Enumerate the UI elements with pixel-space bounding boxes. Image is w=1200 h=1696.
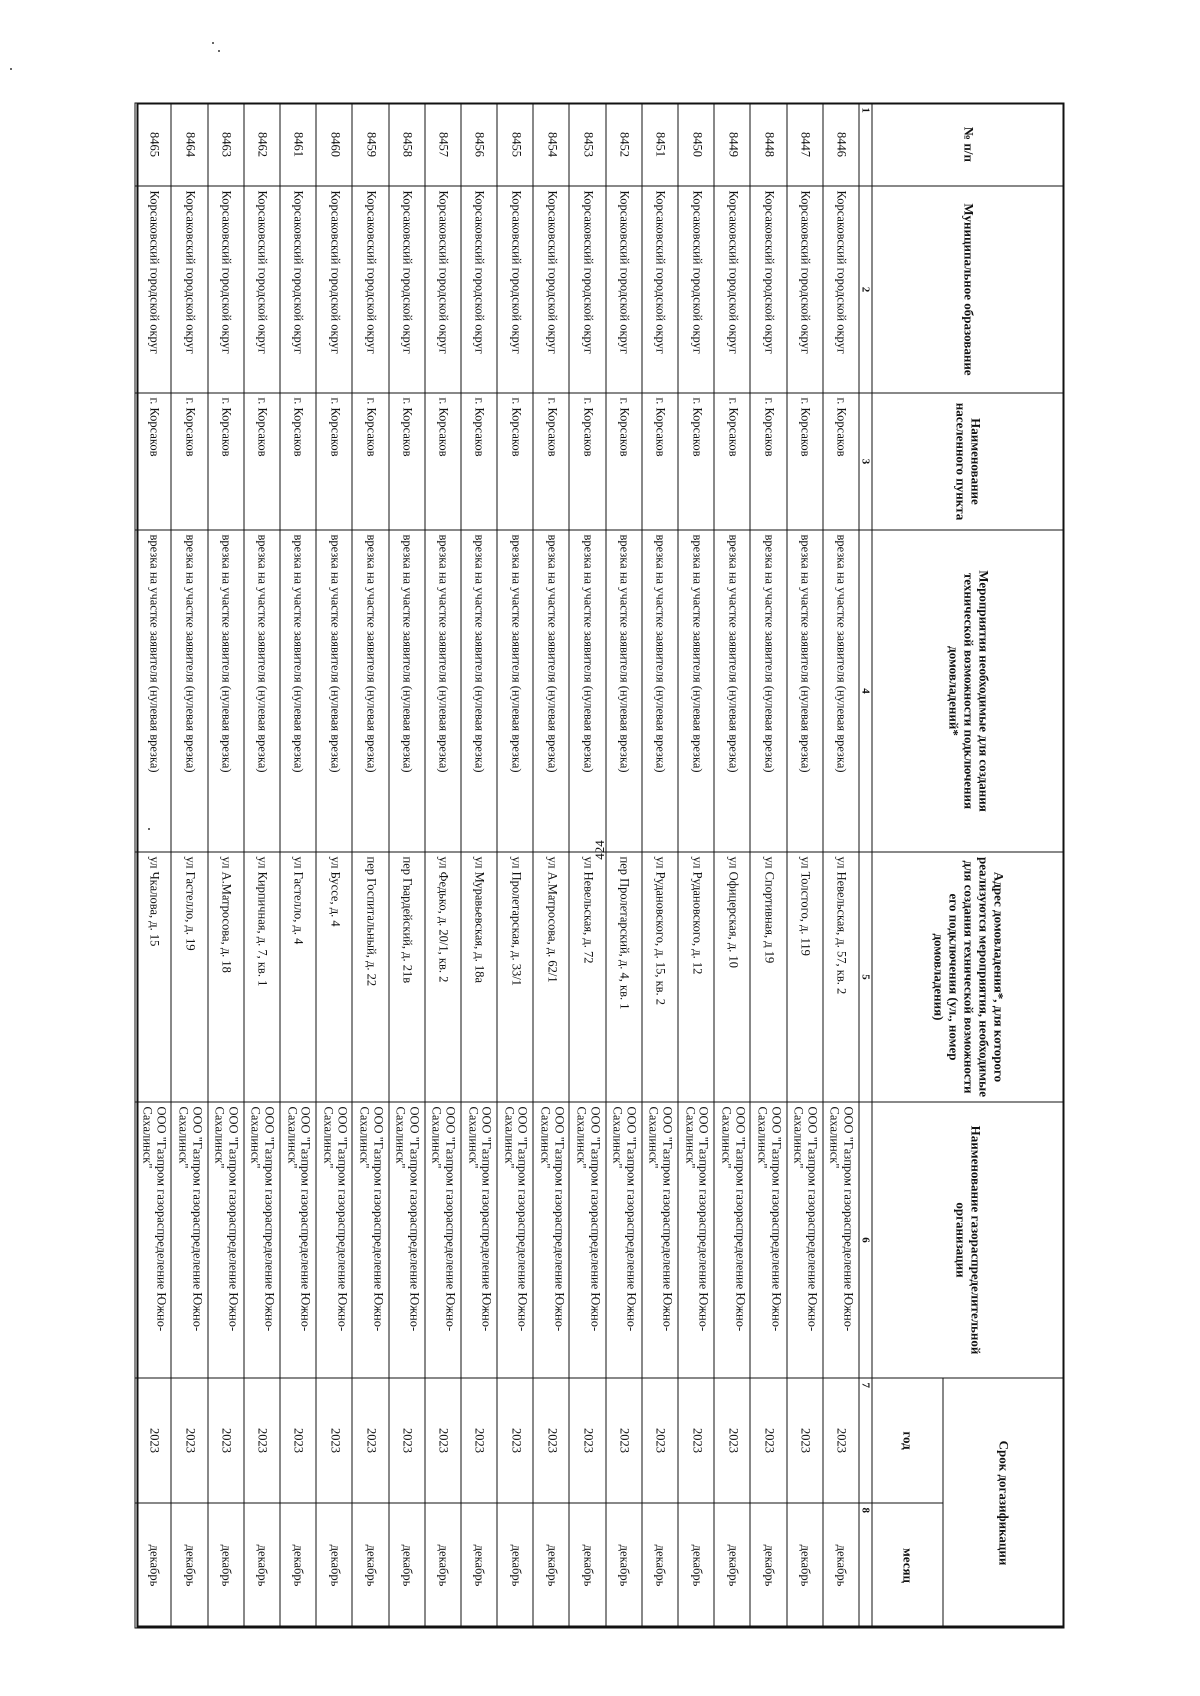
municipality-cell: Корсаковский городской округ (460, 186, 496, 393)
organization-cell: ООО "Газпром газораспределение Южно-Сахалинск" (243, 1102, 279, 1378)
row-number: 8452 (605, 103, 641, 186)
table-row (352, 103, 388, 1628)
municipality-cell: Корсаковский городской округ (171, 186, 207, 393)
row-number: 8448 (750, 103, 786, 186)
address-cell: ул Гастелло, д. 4 (280, 852, 316, 1102)
locality-cell: г. Корсаков (352, 393, 388, 530)
address-cell: пер Гвардейский, д. 21в (388, 852, 424, 1102)
year-cell: 2023 (135, 1378, 171, 1503)
year-cell: 2023 (243, 1378, 279, 1503)
locality-cell: г. Корсаков (678, 393, 714, 530)
measure-cell: врезка на участке заявителя (нулевая врезка) (135, 530, 171, 852)
table-row (605, 103, 641, 1628)
table-row (822, 103, 858, 1628)
row-number: 8459 (352, 103, 388, 186)
organization-cell: ООО "Газпром газораспределение Южно-Сахалинск" (135, 1102, 171, 1378)
municipality-cell: Корсаковский городской округ (822, 186, 858, 393)
table-row (569, 103, 605, 1628)
locality-cell: г. Корсаков (750, 393, 786, 530)
organization-cell: ООО "Газпром газораспределение Южно-Сахалинск" (424, 1102, 460, 1378)
organization-cell: ООО "Газпром газораспределение Южно-Сахалинск" (678, 1102, 714, 1378)
row-number: 8457 (424, 103, 460, 186)
month-cell: декабрь (569, 1503, 605, 1628)
organization-cell: ООО "Газпром газораспределение Южно-Сахалинск" (714, 1102, 750, 1378)
address-cell: ул Буссе, д. 4 (316, 852, 352, 1102)
locality-cell: г. Корсаков (569, 393, 605, 530)
measure-cell: врезка на участке заявителя (нулевая врезка) (207, 530, 243, 852)
month-cell: декабрь (460, 1503, 496, 1628)
column-number: 2 (859, 186, 872, 393)
rotated-table-container (136, 103, 1064, 1628)
month-cell: декабрь (605, 1503, 641, 1628)
month-cell: декабрь (822, 1503, 858, 1628)
address-cell: ул Пролетарская, д. 33/1 (497, 852, 533, 1102)
header-month: месяц (872, 1503, 943, 1628)
municipality-cell: Корсаковский городской округ (388, 186, 424, 393)
municipality-cell: Корсаковский городской округ (352, 186, 388, 393)
header-year: год (872, 1378, 943, 1503)
row-number: 8460 (316, 103, 352, 186)
locality-cell: г. Корсаков (171, 393, 207, 530)
municipality-cell: Корсаковский городской округ (714, 186, 750, 393)
month-cell: декабрь (280, 1503, 316, 1628)
locality-cell: г. Корсаков (316, 393, 352, 530)
municipality-cell: Корсаковский городской округ (243, 186, 279, 393)
row-number: 8456 (460, 103, 496, 186)
organization-cell: ООО "Газпром газораспределение Южно-Сахалинск" (171, 1102, 207, 1378)
year-cell: 2023 (533, 1378, 569, 1503)
organization-cell: ООО "Газпром газораспределение Южно-Сахалинск" (569, 1102, 605, 1378)
municipality-cell: Корсаковский городской округ (316, 186, 352, 393)
measure-cell: врезка на участке заявителя (нулевая врезка) (569, 530, 605, 852)
column-number: 8 (859, 1503, 872, 1628)
table-row (207, 103, 243, 1628)
address-cell: ул Кирпичная, д. 7, кв. 1 (243, 852, 279, 1102)
table-row (135, 103, 171, 1628)
measure-cell: врезка на участке заявителя (нулевая врезка) (280, 530, 316, 852)
row-number: 8449 (714, 103, 750, 186)
locality-cell: г. Корсаков (641, 393, 677, 530)
header-num: № п/п (872, 103, 1064, 186)
table-row (678, 103, 714, 1628)
year-cell: 2023 (207, 1378, 243, 1503)
locality-cell: г. Корсаков (388, 393, 424, 530)
municipality-cell: Корсаковский городской округ (569, 186, 605, 393)
row-number: 8447 (786, 103, 822, 186)
address-cell: ул А.Матросова, д. 18 (207, 852, 243, 1102)
gasification-table (134, 103, 1064, 1629)
row-number: 8458 (388, 103, 424, 186)
column-number: 5 (859, 852, 872, 1102)
organization-cell: ООО "Газпром газораспределение Южно-Сахалинск" (750, 1102, 786, 1378)
measure-cell: врезка на участке заявителя (нулевая врезка) (424, 530, 460, 852)
row-number: 8454 (533, 103, 569, 186)
column-number: 4 (859, 530, 872, 852)
measure-cell: врезка на участке заявителя (нулевая врезка) (786, 530, 822, 852)
address-cell: ул А.Матросова, д. 62/1 (533, 852, 569, 1102)
column-number-row (859, 103, 872, 1628)
address-cell: пер Госпитальный, д. 22 (352, 852, 388, 1102)
year-cell: 2023 (316, 1378, 352, 1503)
year-cell: 2023 (497, 1378, 533, 1503)
row-number: 8451 (641, 103, 677, 186)
locality-cell: г. Корсаков (714, 393, 750, 530)
scan-speck (212, 42, 214, 44)
year-cell: 2023 (424, 1378, 460, 1503)
organization-cell: ООО "Газпром газораспределение Южно-Сахалинск" (497, 1102, 533, 1378)
address-cell: ул Рудановского, д. 12 (678, 852, 714, 1102)
locality-cell: г. Корсаков (605, 393, 641, 530)
measure-cell: врезка на участке заявителя (нулевая врезка) (822, 530, 858, 852)
locality-cell: г. Корсаков (497, 393, 533, 530)
month-cell: декабрь (714, 1503, 750, 1628)
measure-cell: врезка на участке заявителя (нулевая врезка) (352, 530, 388, 852)
column-number: 7 (859, 1378, 872, 1503)
locality-cell: г. Корсаков (786, 393, 822, 530)
locality-cell: г. Корсаков (207, 393, 243, 530)
locality-cell: г. Корсаков (243, 393, 279, 530)
year-cell: 2023 (714, 1378, 750, 1503)
municipality-cell: Корсаковский городской округ (641, 186, 677, 393)
organization-cell: ООО "Газпром газораспределение Южно-Сахалинск" (316, 1102, 352, 1378)
month-cell: декабрь (243, 1503, 279, 1628)
month-cell: декабрь (135, 1503, 171, 1628)
address-cell: ул Муравьевская, д. 18а (460, 852, 496, 1102)
locality-cell: г. Корсаков (135, 393, 171, 530)
measure-cell: врезка на участке заявителя (нулевая врезка) (243, 530, 279, 852)
month-cell: декабрь (352, 1503, 388, 1628)
address-cell: ул Офицерская, д. 10 (714, 852, 750, 1102)
measure-cell: врезка на участке заявителя (нулевая врезка) (497, 530, 533, 852)
address-cell: ул Невельская, д. 72 (569, 852, 605, 1102)
address-cell: ул Федько, д. 20/1, кв. 2 (424, 852, 460, 1102)
address-cell: ул Рудановского, д. 15, кв. 2 (641, 852, 677, 1102)
table-row (641, 103, 677, 1628)
measure-cell: врезка на участке заявителя (нулевая врезка) (678, 530, 714, 852)
locality-cell: г. Корсаков (533, 393, 569, 530)
row-number: 8453 (569, 103, 605, 186)
table-row (750, 103, 786, 1628)
row-number: 8464 (171, 103, 207, 186)
column-number: 1 (859, 103, 872, 186)
table-row (460, 103, 496, 1628)
measure-cell: врезка на участке заявителя (нулевая врезка) (388, 530, 424, 852)
measure-cell: врезка на участке заявителя (нулевая врезка) (460, 530, 496, 852)
address-cell: ул Чкалова, д. 15 (135, 852, 171, 1102)
municipality-cell: Корсаковский городской округ (207, 186, 243, 393)
table-row (243, 103, 279, 1628)
header-locality: Наименование населенного пункта (872, 393, 1064, 530)
table-row (497, 103, 533, 1628)
page-number: 424 (592, 840, 607, 860)
column-number: 3 (859, 393, 872, 530)
measure-cell: врезка на участке заявителя (нулевая врезка) (171, 530, 207, 852)
table-row (388, 103, 424, 1628)
month-cell: декабрь (171, 1503, 207, 1628)
row-number: 8455 (497, 103, 533, 186)
year-cell: 2023 (605, 1378, 641, 1503)
year-cell: 2023 (822, 1378, 858, 1503)
organization-cell: ООО "Газпром газораспределение Южно-Сахалинск" (641, 1102, 677, 1378)
month-cell: декабрь (497, 1503, 533, 1628)
month-cell: декабрь (316, 1503, 352, 1628)
locality-cell: г. Корсаков (460, 393, 496, 530)
table-row (316, 103, 352, 1628)
municipality-cell: Корсаковский городской округ (678, 186, 714, 393)
locality-cell: г. Корсаков (424, 393, 460, 530)
table-row (424, 103, 460, 1628)
municipality-cell: Корсаковский городской округ (533, 186, 569, 393)
month-cell: декабрь (750, 1503, 786, 1628)
year-cell: 2023 (678, 1378, 714, 1503)
organization-cell: ООО "Газпром газораспределение Южно-Сахалинск" (533, 1102, 569, 1378)
table-body (135, 103, 859, 1628)
month-cell: декабрь (388, 1503, 424, 1628)
table-row (171, 103, 207, 1628)
row-number: 8463 (207, 103, 243, 186)
municipality-cell: Корсаковский городской округ (424, 186, 460, 393)
month-cell: декабрь (424, 1503, 460, 1628)
month-cell: декабрь (533, 1503, 569, 1628)
month-cell: декабрь (678, 1503, 714, 1628)
locality-cell: г. Корсаков (822, 393, 858, 530)
year-cell: 2023 (569, 1378, 605, 1503)
measure-cell: врезка на участке заявителя (нулевая врезка) (316, 530, 352, 852)
year-cell: 2023 (750, 1378, 786, 1503)
year-cell: 2023 (388, 1378, 424, 1503)
organization-cell: ООО "Газпром газораспределение Южно-Сахалинск" (280, 1102, 316, 1378)
header-org: Наименование газораспределительной организации (872, 1102, 1064, 1378)
header-deadline: Срок догазификации (943, 1378, 1064, 1628)
table-row (714, 103, 750, 1628)
address-cell: ул Гастелло, д. 19 (171, 852, 207, 1102)
organization-cell: ООО "Газпром газораспределение Южно-Сахалинск" (460, 1102, 496, 1378)
organization-cell: ООО "Газпром газораспределение Южно-Сахалинск" (352, 1102, 388, 1378)
row-number: 8446 (822, 103, 858, 186)
header-municipality: Муниципальное образование (872, 186, 1064, 393)
year-cell: 2023 (460, 1378, 496, 1503)
address-cell: ул Спортивная, д 19 (750, 852, 786, 1102)
municipality-cell: Корсаковский городской округ (750, 186, 786, 393)
scan-speck (10, 68, 12, 70)
measure-cell: врезка на участке заявителя (нулевая врезка) (714, 530, 750, 852)
month-cell: декабрь (641, 1503, 677, 1628)
row-number: 8465 (135, 103, 171, 186)
measure-cell: врезка на участке заявителя (нулевая врезка) (641, 530, 677, 852)
municipality-cell: Корсаковский городской округ (280, 186, 316, 393)
column-number: 6 (859, 1102, 872, 1378)
header-address: Адрес домовладения*, для которого реализуются мероприятия, необходимые для создания технической возможности его подключения (ул., номер домовладения) (872, 852, 1064, 1102)
year-cell: 2023 (786, 1378, 822, 1503)
row-number: 8450 (678, 103, 714, 186)
row-number: 8462 (243, 103, 279, 186)
organization-cell: ООО "Газпром газораспределение Южно-Сахалинск" (207, 1102, 243, 1378)
municipality-cell: Корсаковский городской округ (135, 186, 171, 393)
municipality-cell: Корсаковский городской округ (497, 186, 533, 393)
month-cell: декабрь (207, 1503, 243, 1628)
measure-cell: врезка на участке заявителя (нулевая врезка) (605, 530, 641, 852)
header-measures: Мероприятия необходимые для создания технической возможности подключения домовладений* (872, 530, 1064, 852)
organization-cell: ООО "Газпром газораспределение Южно-Сахалинск" (605, 1102, 641, 1378)
organization-cell: ООО "Газпром газораспределение Южно-Сахалинск" (822, 1102, 858, 1378)
municipality-cell: Корсаковский городской округ (786, 186, 822, 393)
scan-speck (218, 50, 220, 52)
locality-cell: г. Корсаков (280, 393, 316, 530)
table-row (280, 103, 316, 1628)
organization-cell: ООО "Газпром газораспределение Южно-Сахалинск" (388, 1102, 424, 1378)
address-cell: ул Толстого, д. 119 (786, 852, 822, 1102)
address-cell: ул Невельская, д. 57, кв. 2 (822, 852, 858, 1102)
year-cell: 2023 (280, 1378, 316, 1503)
table-row (786, 103, 822, 1628)
year-cell: 2023 (641, 1378, 677, 1503)
measure-cell: врезка на участке заявителя (нулевая врезка) (533, 530, 569, 852)
organization-cell: ООО "Газпром газораспределение Южно-Сахалинск" (786, 1102, 822, 1378)
year-cell: 2023 (352, 1378, 388, 1503)
row-number: 8461 (280, 103, 316, 186)
address-cell: пер Пролетарский, д. 4, кв. 1 (605, 852, 641, 1102)
year-cell: 2023 (171, 1378, 207, 1503)
municipality-cell: Корсаковский городской округ (605, 186, 641, 393)
month-cell: декабрь (786, 1503, 822, 1628)
measure-cell: врезка на участке заявителя (нулевая врезка) (750, 530, 786, 852)
table-row (533, 103, 569, 1628)
